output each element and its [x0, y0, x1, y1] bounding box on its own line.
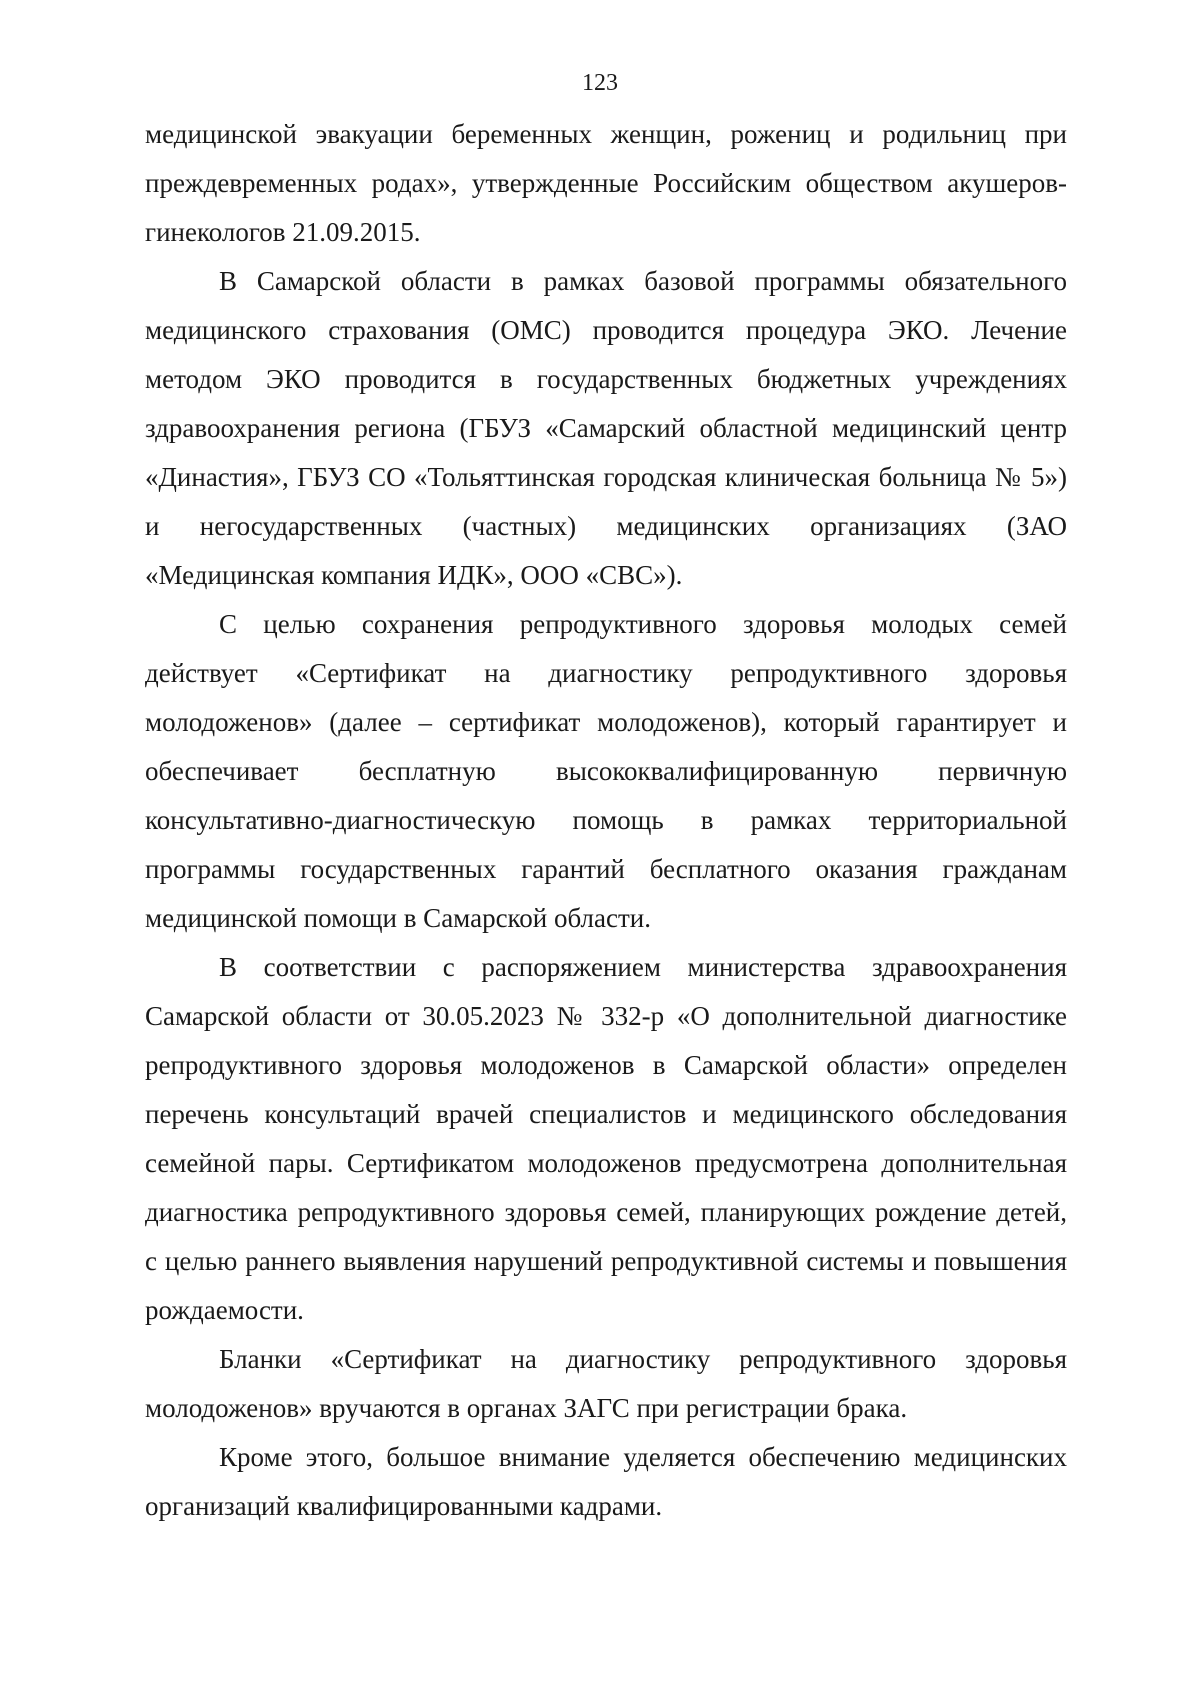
paragraph-eco-procedure: В Самарской области в рамках базовой программы обязательного медицинского страхования (ОМС) проводится процедура ЭКО. Лечение методом ЭКО проводится в государственных бюджетных учреждениях здравоохранения региона (ГБУЗ «Самарский областной медицинский центр «Династия», ГБУЗ СО «Тольяттинская городская клиническая больница № 5») и негосударственных (частных) медицинских организациях (ЗАО «Медицинская компания ИДК», ООО «СВС»).: [145, 266, 1067, 590]
paragraph-newlywed-certificate: С целью сохранения репродуктивного здоровья молодых семей действует «Сертификат на диагностику репродуктивного здоровья молодоженов» (далее – сертификат молодоженов), который гарантирует и обеспечивает бесплатную высококвалифицированную первичную консультативно-диагностическую помощь в рамках территориальной программы государственных гарантий бесплатного оказания гражданам медицинской помощи в Самарской области.: [145, 609, 1067, 933]
document-body: [145, 110, 1067, 1531]
paragraph-certificate-forms: Бланки «Сертификат на диагностику репродуктивного здоровья молодоженов» вручаются в органах ЗАГС при регистрации брака.: [145, 1344, 1067, 1423]
paragraph-staffing: Кроме этого, большое внимание уделяется обеспечению медицинских организаций квалифицированными кадрами.: [145, 1442, 1067, 1521]
paragraph-ministry-order: В соответствии с распоряжением министерства здравоохранения Самарской области от 30.05.2023 № 332-р «О дополнительной диагностике репродуктивного здоровья молодоженов в Самарской области» определен перечень консультаций врачей специалистов и медицинского обследования семейной пары. Сертификатом молодоженов предусмотрена дополнительная диагностика репродуктивного здоровья семей, планирующих рождение детей, с целью раннего выявления нарушений репродуктивной системы и повышения рождаемости.: [145, 952, 1067, 1325]
paragraph-continuation: медицинской эвакуации беременных женщин, рожениц и родильниц при преждевременных родах», утвержденные Российским обществом акушеров-гинекологов 21.09.2015.: [145, 119, 1067, 247]
page-number: 123: [582, 70, 618, 96]
